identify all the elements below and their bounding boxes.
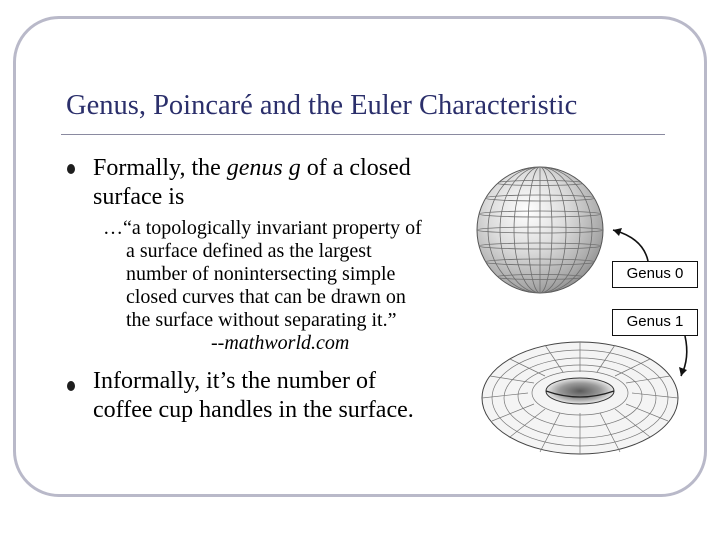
quote-line: the surface without separating it.”	[126, 309, 397, 331]
bullet2-text-line2: coffee cup handles in the surface.	[93, 397, 414, 423]
genus1-label: Genus 1	[612, 309, 698, 336]
arrow-head-genus1	[679, 367, 687, 376]
bullet1-genus-term: genus g	[226, 155, 301, 181]
quote-source-name: mathworld.com	[224, 332, 350, 354]
bullet2-text-line1: Informally, it’s the number of	[93, 368, 377, 394]
sphere-genus0	[477, 167, 603, 293]
genus0-label: Genus 0	[612, 261, 698, 288]
quote-line: number of nonintersecting simple	[126, 263, 396, 285]
quote-line: a surface defined as the largest	[126, 240, 372, 262]
torus-genus1	[482, 342, 678, 454]
slide-title: Genus, Poincaré and the Euler Characteristic	[66, 90, 578, 121]
quote-line: …“a topologically invariant property of	[103, 217, 422, 239]
quote-source-prefix: --	[211, 332, 225, 354]
bullet1-text-pre: Formally, the	[93, 155, 227, 181]
bullet1-text-line2: surface is	[93, 184, 185, 210]
quote-line: closed curves that can be drawn on	[126, 286, 406, 308]
bullet1-text-post: of a closed	[300, 155, 411, 181]
